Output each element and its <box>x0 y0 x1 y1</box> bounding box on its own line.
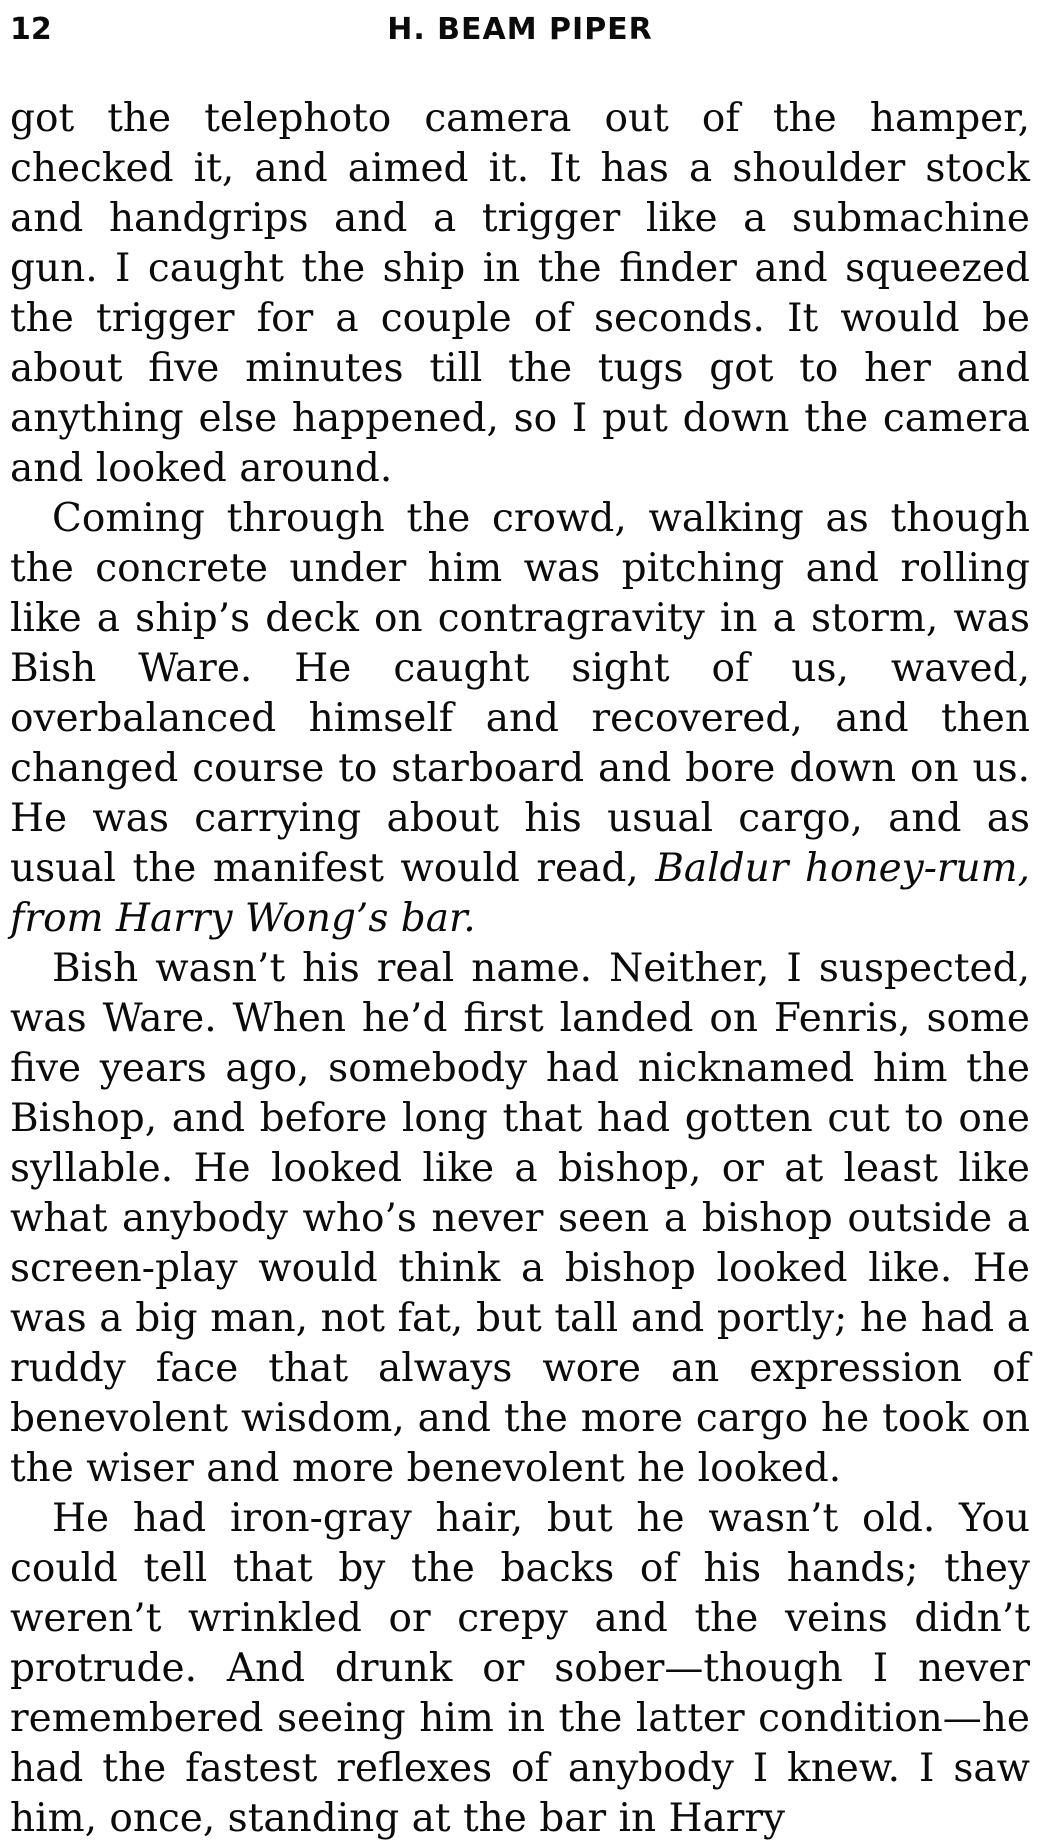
paragraph-3: Bish wasn’t his real name. Neither, I suspected, was Ware. When he’d first landed on Fenris, some five years ago, somebody had nicknamed him the Bishop, and before long that had gotten cut to one syllable. He looked like a bishop, or at least like what anybody who’s never seen a bishop outside a screen-play would think a bishop looked like. He was a big man, not fat, but tall and portly; he had a ruddy face that always wore an expression of benevolent wisdom, and the more cargo he took on the wiser and more benevolent he looked. <box>10 946 1030 1491</box>
paragraph-1: got the telephoto camera out of the hamper, checked it, and aimed it. It has a shoulder stock and handgrips and a trigger like a submachine gun. I caught the ship in the finder and squeezed the trigger for a couple of seconds. It would be about five minutes till the tugs got to her and anything else happened, so I put down the camera and looked around. <box>10 96 1030 491</box>
body-text <box>10 94 1030 1844</box>
paragraph-2-text: Coming through the crowd, walking as though the concrete under him was pitching and rolling like a ship’s deck on contragravity in a storm, was Bish Ware. He caught sight of us, waved, overbalanced himself and recovered, and then changed course to starboard and bore down on us. He was carrying about his usual cargo, and as usual the manifest would read, <box>10 496 1030 891</box>
paragraph-2 <box>10 494 1030 944</box>
page-number: 12 <box>10 12 52 47</box>
running-title: H. BEAM PIPER <box>387 12 653 47</box>
paragraph-2-italic: Baldur honey-rum, from Harry Wong’s bar. <box>10 846 1031 941</box>
running-head <box>10 8 1030 52</box>
paragraph-4: He had iron-gray hair, but he wasn’t old. You could tell that by the backs of his hands; they weren’t wrinkled or crepy and the veins didn’t protrude. And drunk or sober—though I never remembered seeing him in the latter condition—he had the fastest reflexes of anybody I knew. I saw him, once, standing at the bar in Harry <box>10 1496 1030 1841</box>
